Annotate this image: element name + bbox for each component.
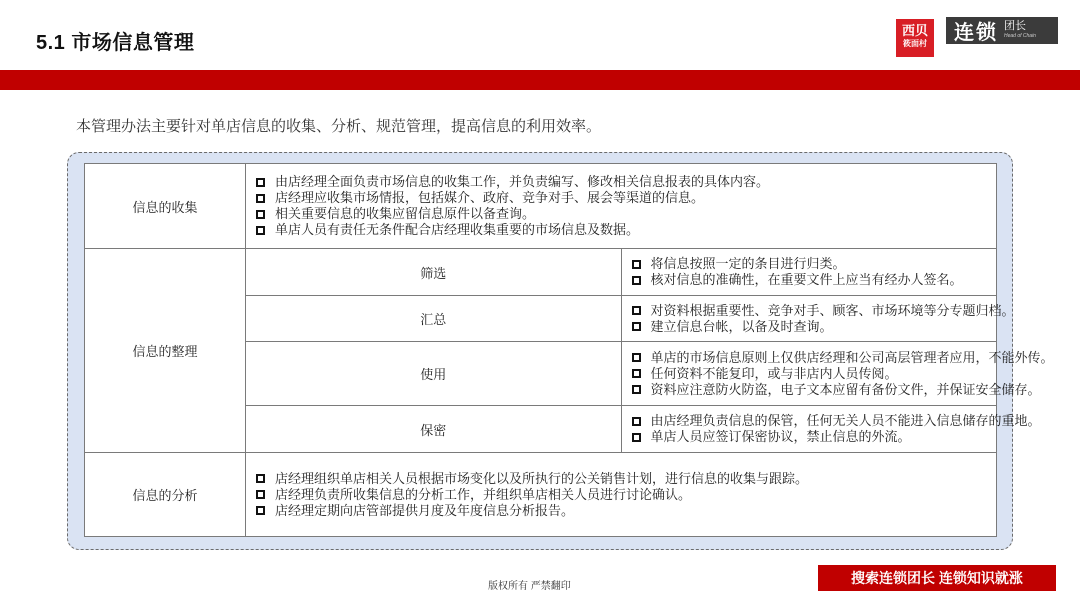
intro-text: 本管理办法主要针对单店信息的收集、分析、规范管理，提高信息的利用效率。 xyxy=(76,118,602,135)
usage-content xyxy=(621,342,1054,406)
summary-content xyxy=(621,296,1015,342)
list-item: 店经理负责所收集信息的分析工作，并组织单店相关人员进行讨论确认。 xyxy=(256,487,996,503)
copyright-text: 版权所有 严禁翻印 xyxy=(488,581,571,592)
list-item: 店经理组织单店相关人员根据市场变化以及所执行的公关销售计划，进行信息的收集与跟踪。 xyxy=(256,471,996,487)
square-bullet-icon xyxy=(632,260,641,269)
list-item: 对资料根据重要性、竞争对手、顾客、市场环境等分专题归档。 xyxy=(632,303,997,319)
square-bullet-icon xyxy=(632,306,641,315)
list-item: 由店经理全面负责市场信息的收集工作，并负责编写、修改相关信息报表的具体内容。 xyxy=(256,174,996,190)
subcategory-confidential: 保密 xyxy=(246,406,622,453)
table-row-collect xyxy=(85,164,997,249)
list-item: 店经理定期向店管部提供月度及年度信息分析报告。 xyxy=(256,503,996,519)
category-analyze: 信息的分析 xyxy=(85,453,246,537)
square-bullet-icon xyxy=(632,385,641,394)
xibei-logo xyxy=(896,19,934,57)
chain-logo-small: 团长 xyxy=(1004,19,1026,32)
category-organize: 信息的整理 xyxy=(85,249,246,453)
table-row-analyze xyxy=(85,453,997,537)
square-bullet-icon xyxy=(256,506,265,515)
square-bullet-icon xyxy=(256,210,265,219)
page-title: 5.1 市场信息管理 xyxy=(36,32,195,54)
square-bullet-icon xyxy=(632,353,641,362)
list-item: 任何资料不能复印，或与非店内人员传阅。 xyxy=(632,366,997,382)
square-bullet-icon xyxy=(256,474,265,483)
list-item: 将信息按照一定的条目进行归类。 xyxy=(632,256,997,272)
square-bullet-icon xyxy=(632,433,641,442)
chain-logo-sub xyxy=(1004,21,1036,41)
list-item: 单店人员有责任无条件配合店经理收集重要的市场信息及数据。 xyxy=(256,222,996,238)
xibei-logo-line2: 筱面村 xyxy=(903,39,927,48)
subcategory-summary: 汇总 xyxy=(246,296,622,342)
xibei-logo-line1: 西贝 xyxy=(901,23,928,38)
square-bullet-icon xyxy=(256,194,265,203)
collect-content xyxy=(246,164,997,249)
square-bullet-icon xyxy=(256,178,265,187)
category-collect: 信息的收集 xyxy=(85,164,246,249)
list-item: 资料应注意防火防盗，电子文本应留有备份文件，并保证安全储存。 xyxy=(632,382,997,398)
confidential-content xyxy=(621,406,1041,453)
list-item: 由店经理负责信息的保管，任何无关人员不能进入信息储存的重地。 xyxy=(632,413,997,429)
list-item: 单店人员应签订保密协议，禁止信息的外流。 xyxy=(632,429,997,445)
chain-logo-main: 连锁 xyxy=(954,22,998,44)
square-bullet-icon xyxy=(632,417,641,426)
square-bullet-icon xyxy=(632,322,641,331)
footer-tagline-banner: 搜索连锁团长 连锁知识就涨 xyxy=(818,565,1056,591)
chain-logo-tagline: Head of Chain xyxy=(1004,32,1036,39)
square-bullet-icon xyxy=(632,276,641,285)
square-bullet-icon xyxy=(256,490,265,499)
info-management-table xyxy=(84,163,1054,537)
analyze-content xyxy=(246,453,997,537)
list-item: 店经理应收集市场情报，包括媒介、政府、竞争对手、展会等渠道的信息。 xyxy=(256,190,996,206)
table-row-filter xyxy=(85,249,997,296)
filter-content xyxy=(621,249,997,296)
list-item: 核对信息的准确性，在重要文件上应当有经办人签名。 xyxy=(632,272,997,288)
subcategory-filter: 筛选 xyxy=(246,249,622,296)
square-bullet-icon xyxy=(256,226,265,235)
header-red-bar xyxy=(0,70,1080,90)
chain-head-logo xyxy=(946,17,1058,44)
list-item: 相关重要信息的收集应留信息原件以备查询。 xyxy=(256,206,996,222)
list-item: 单店的市场信息原则上仅供店经理和公司高层管理者应用，不能外传。 xyxy=(632,350,997,366)
square-bullet-icon xyxy=(632,369,641,378)
subcategory-usage: 使用 xyxy=(246,342,622,406)
list-item: 建立信息台帐，以备及时查询。 xyxy=(632,319,997,335)
